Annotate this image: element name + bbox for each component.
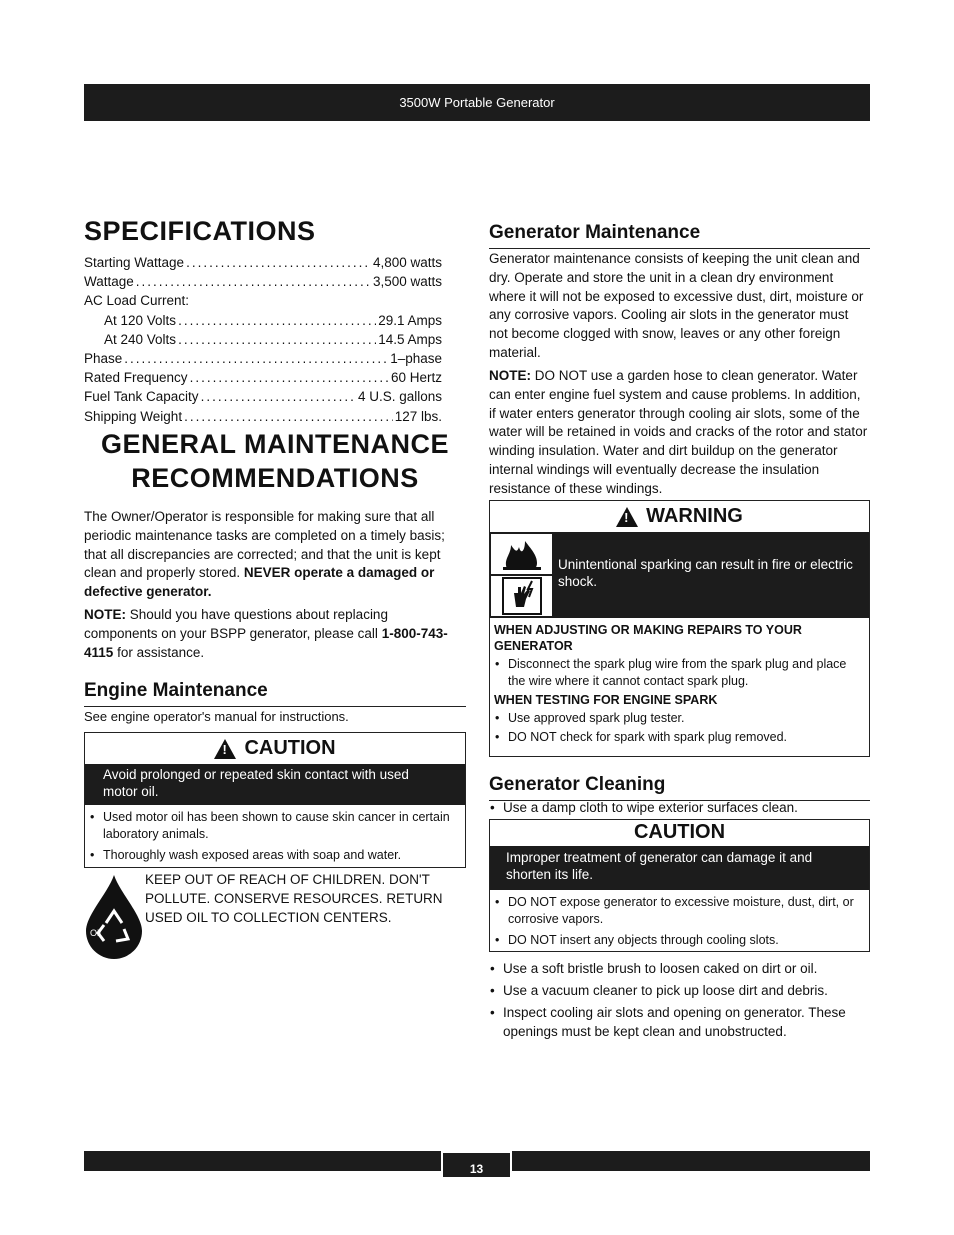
warning-list	[490, 708, 869, 746]
list-item: • Use a vacuum cleaner to pick up loose dirt and debris.	[489, 981, 870, 1000]
cleaning-caution-box	[489, 819, 870, 952]
warning-triangle-icon	[616, 507, 638, 527]
oil-recycle-icon	[84, 873, 144, 959]
generator-maintenance-note: NOTE: DO NOT use a garden hose to clean generator. Water can enter engine fuel system and cause problems. In addition, if water enters generator through cooling air slots, some of the water will be retained in voids and cracks of the rotor and stator winding insulation. Water and dirt buildup on the generator internal windings will eventually decrease the insulation resistance of these windings.	[489, 368, 868, 496]
caution-list	[490, 890, 869, 949]
page-header: 3500W Portable Generator	[84, 84, 870, 121]
spec-row: Fuel Tank Capacity ..... 4 U.S. gallons	[84, 387, 442, 406]
list-item: • Use a soft bristle brush to loosen caked on dirt or oil.	[489, 959, 870, 978]
list-item: • Thoroughly wash exposed areas with soap and water.	[87, 847, 459, 864]
general-maintenance-title: GENERAL MAINTENANCE RECOMMENDATIONS	[100, 429, 449, 493]
list-item: • Inspect cooling air slots and opening on generator. These openings must be kept clean and unobstructed.	[489, 1003, 870, 1041]
engine-caution-box	[84, 732, 466, 868]
list-item: • Use a damp cloth to wipe exterior surfaces clean.	[489, 798, 870, 817]
spec-row: AC Load Current:	[84, 293, 190, 309]
spec-row: Rated Frequency ..... 60 Hertz	[84, 368, 442, 387]
spec-table	[84, 253, 442, 426]
oil-icon-label: Oil	[90, 928, 101, 938]
warning-list	[490, 654, 869, 690]
electric-shock-icon	[491, 576, 552, 616]
fire-icon	[491, 534, 552, 574]
generator-maintenance-paragraph: Generator maintenance consists of keeping the unit clean and dry. Operate and store the unit in a clean dry environment where it will not be exposed to excessive dust, dirt, moisture or any corrosive vapors. Cooling air slots in the generator must not become clogged with snow, leaves or any other foreign material.	[489, 251, 864, 360]
oil-recycle-text: KEEP OUT OF REACH OF CHILDREN. DON'T POLLUTE. CONSERVE RESOURCES. RETURN USED OIL TO COLLECTION CENTERS.	[145, 872, 443, 925]
warning-details	[490, 618, 869, 746]
spec-row: At 240 Volts ..... 14.5 Amps	[84, 330, 442, 349]
list-item: • DO NOT check for spark with spark plug removed.	[492, 729, 863, 746]
list-item: • Use approved spark plug tester.	[492, 710, 863, 727]
generator-maintenance-title: Generator Maintenance	[489, 220, 870, 249]
list-item: • DO NOT insert any objects through cooling slots.	[492, 932, 863, 949]
list-item: • Disconnect the spark plug wire from the spark plug and place the wire where it cannot contact spark plug.	[492, 656, 863, 690]
spec-row: Phase ..... 1–phase	[84, 349, 442, 368]
warning-box	[489, 500, 870, 757]
spec-row: Shipping Weight ..... 127 lbs.	[84, 407, 442, 426]
engine-text: See engine operator's manual for instructions.	[84, 709, 349, 724]
page-number: 13	[441, 1151, 512, 1177]
warning-triangle-icon	[214, 739, 236, 759]
generator-cleaning-title: Generator Cleaning	[489, 772, 870, 801]
list-item: • DO NOT expose generator to excessive moisture, dust, dirt, or corrosive vapors.	[492, 894, 863, 928]
cleaning-list	[489, 959, 870, 1044]
warning-subheading: WHEN ADJUSTING OR MAKING REPAIRS TO YOUR GENERATOR	[494, 623, 802, 653]
spec-row: Starting Wattage ..... 4,800 watts	[84, 253, 442, 272]
spec-row: At 120 Volts ..... 29.1 Amps	[84, 311, 442, 330]
general-note: NOTE: Should you have questions about replacing components on your BSPP generator, please call 1-800-743-4115 for assistance.	[84, 607, 448, 660]
specifications-title: SPECIFICATIONS	[84, 216, 316, 246]
caution-header: ! CAUTION	[85, 733, 465, 764]
warning-message: Unintentional sparking can result in fire or electric shock.	[558, 557, 853, 589]
list-item: • Used motor oil has been shown to cause skin cancer in certain laboratory animals.	[87, 809, 459, 843]
general-paragraph: The Owner/Operator is responsible for making sure that all periodic maintenance tasks are completed on a timely basis; that all discrepancies are corrected; and that the unit is kept clean and properly stored. NEVER operate a damaged or defective generator.	[84, 509, 445, 600]
caution-message: Avoid prolonged or repeated skin contact with used motor oil.	[85, 764, 465, 805]
caution-header: CAUTION	[633, 821, 726, 844]
spec-row: Wattage ..... 3,500 watts	[84, 272, 442, 291]
caution-list	[85, 805, 465, 864]
cleaning-first-list	[489, 798, 870, 820]
warning-subheading: WHEN TESTING FOR ENGINE SPARK	[494, 693, 718, 707]
engine-maintenance-title: Engine Maintenance	[84, 678, 466, 707]
warning-message-panel	[490, 532, 869, 618]
caution-message: Improper treatment of generator can damage it and shorten its life.	[490, 846, 869, 890]
warning-header: ! WARNING	[490, 501, 869, 532]
